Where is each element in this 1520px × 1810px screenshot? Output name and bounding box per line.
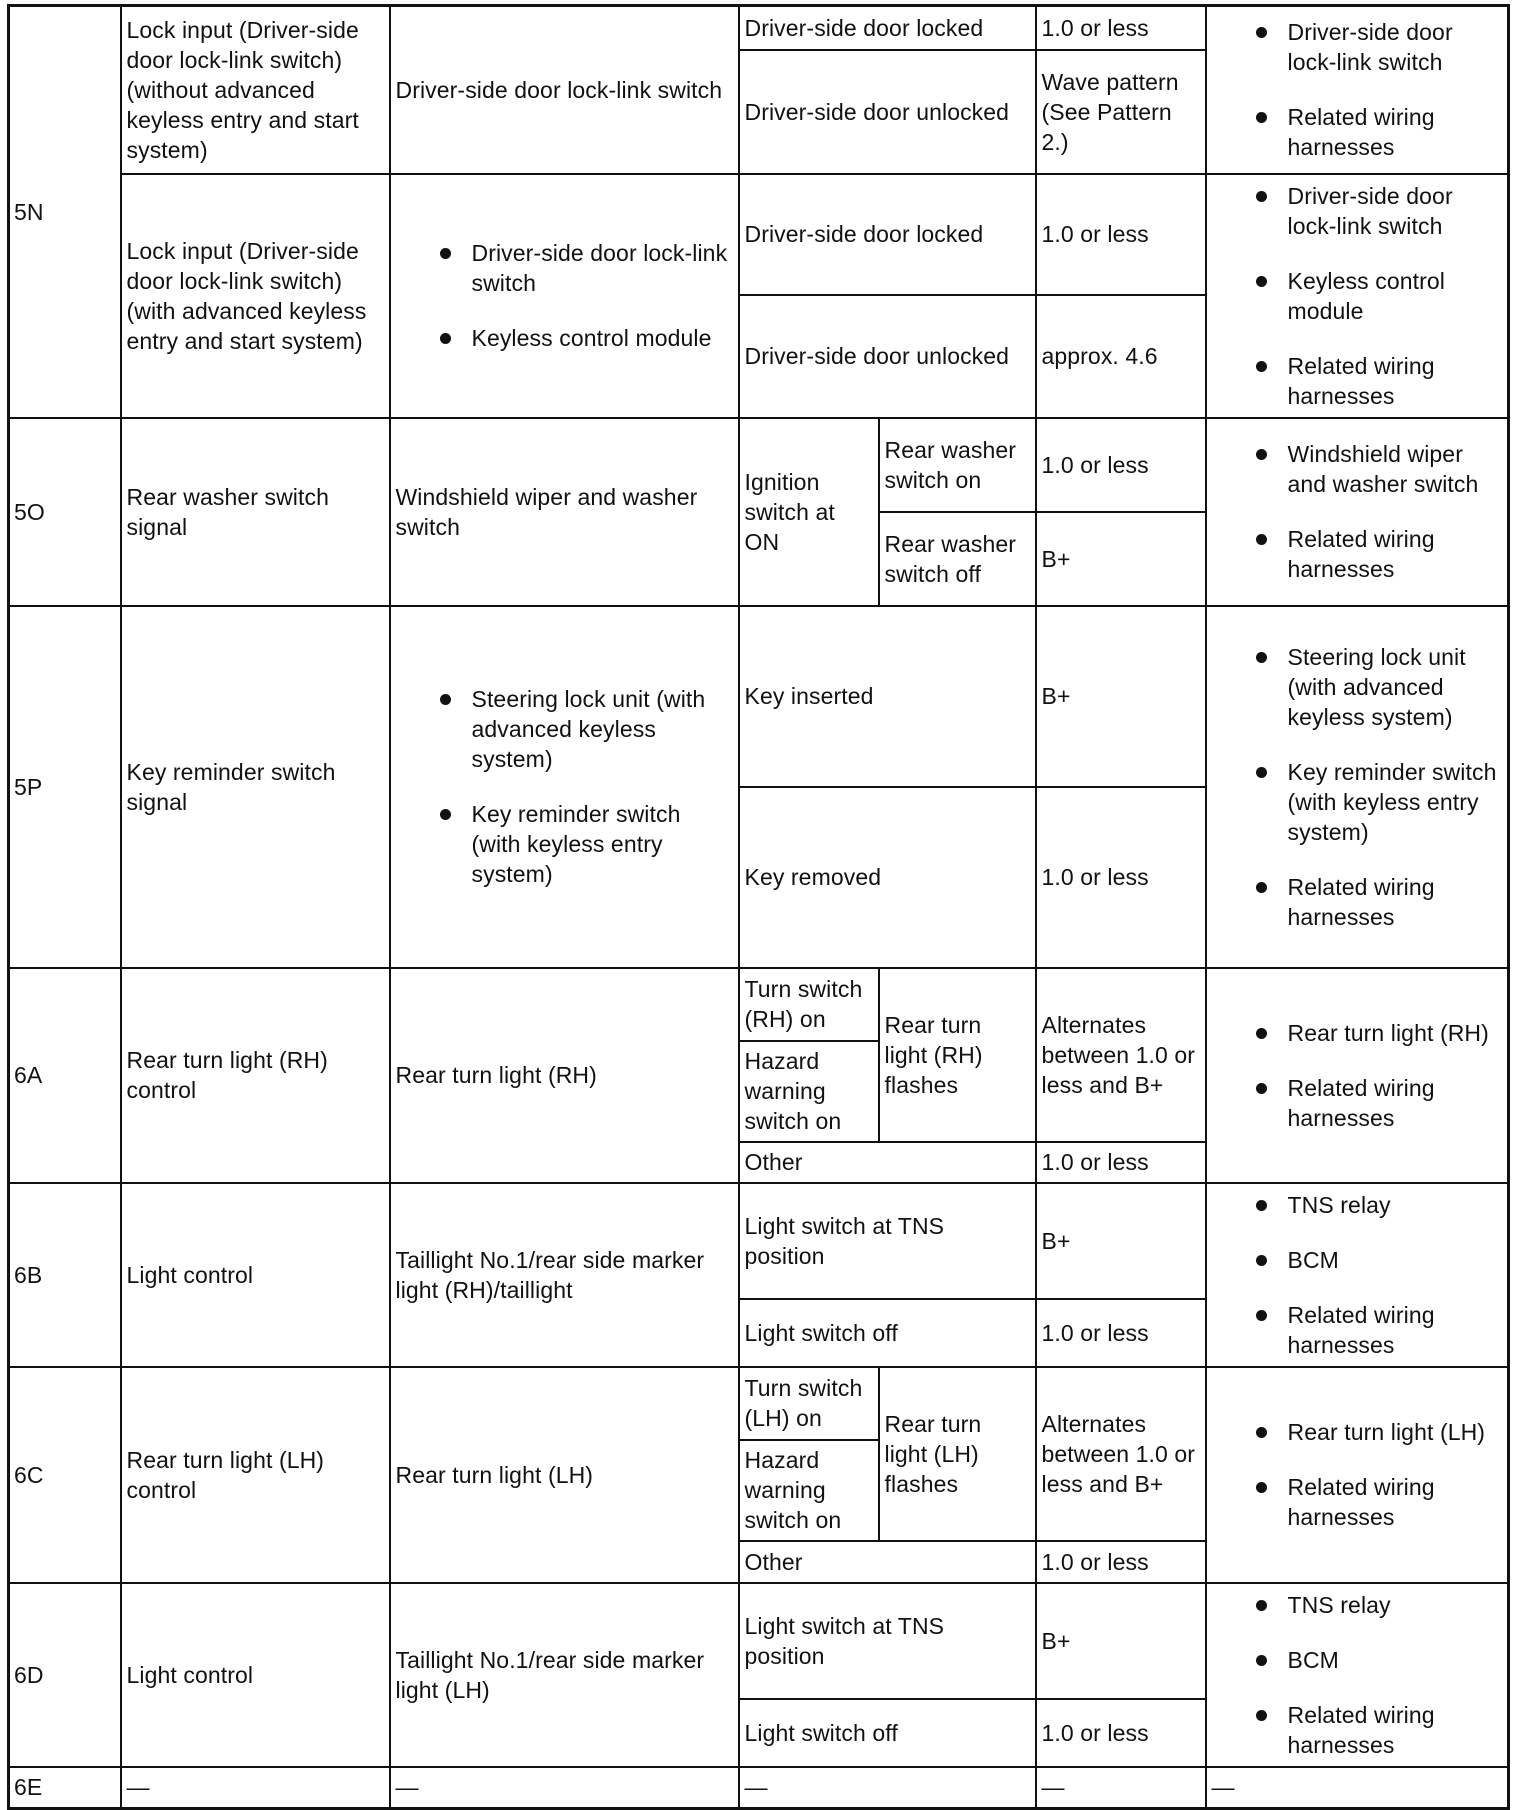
terminal-cell: 5O (9, 418, 121, 606)
list-item: BCM (1212, 1645, 1503, 1675)
possible-cause-cell (1206, 606, 1509, 968)
condition-cell: Other (739, 1541, 1036, 1583)
table-row (9, 1183, 1509, 1300)
signal-cell: Light control (121, 1583, 390, 1767)
condition-cell: Hazard warning switch on (739, 1041, 879, 1142)
condition-cell: Light switch at TNS position (739, 1583, 1036, 1700)
value-cell: 1.0 or less (1036, 418, 1206, 512)
table-row (9, 1767, 1509, 1809)
list-item: Key reminder switch (with keyless entry system) (1212, 757, 1503, 847)
terminal-cell: 6E (9, 1767, 121, 1809)
condition-cell: Turn switch (LH) on (739, 1367, 879, 1440)
condition-cell: Other (739, 1142, 1036, 1183)
list-item: Keyless control module (396, 323, 733, 353)
table-row (9, 6, 1509, 50)
list-item: Related wiring harnesses (1212, 102, 1503, 162)
condition-cell: Turn switch (RH) on (739, 968, 879, 1041)
list-item: Driver-side door lock-link switch (1212, 181, 1503, 241)
signal-cell: Rear turn light (RH) control (121, 968, 390, 1183)
possible-cause-cell (1206, 174, 1509, 418)
condition-cell: Rear turn light (LH) flashes (879, 1367, 1036, 1541)
condition-cell: Key removed (739, 787, 1036, 968)
connected-to-cell: Windshield wiper and washer switch (390, 418, 739, 606)
condition-cell: Hazard warning switch on (739, 1440, 879, 1541)
list-item: Keyless control module (1212, 266, 1503, 326)
possible-cause-cell (1206, 418, 1509, 606)
terminal-voltage-table (7, 4, 1510, 1810)
list-item: Related wiring harnesses (1212, 1073, 1503, 1133)
terminal-cell: 6A (9, 968, 121, 1183)
list-item: Driver-side door lock-link switch (1212, 17, 1503, 77)
condition-cell: Light switch off (739, 1699, 1036, 1766)
value-cell: approx. 4.6 (1036, 295, 1206, 418)
list-item: Rear turn light (RH) (1212, 1018, 1503, 1048)
terminal-cell: 6B (9, 1183, 121, 1367)
connected-to-cell (390, 174, 739, 418)
value-cell: 1.0 or less (1036, 1299, 1206, 1366)
signal-cell: — (121, 1767, 390, 1809)
table-row (9, 968, 1509, 1041)
connected-to-cell: — (390, 1767, 739, 1809)
condition-cell: Rear washer switch off (879, 512, 1036, 606)
connected-to-cell: Taillight No.1/rear side marker light (LH) (390, 1583, 739, 1767)
connected-to-cell: Rear turn light (RH) (390, 968, 739, 1183)
table-row (9, 1367, 1509, 1440)
list-item: Steering lock unit (with advanced keyless system) (1212, 642, 1503, 732)
value-cell: 1.0 or less (1036, 1142, 1206, 1183)
table-row (9, 1583, 1509, 1700)
signal-cell: Rear turn light (LH) control (121, 1367, 390, 1583)
list-item: TNS relay (1212, 1190, 1503, 1220)
terminal-table (7, 4, 1510, 1810)
value-cell: 1.0 or less (1036, 1699, 1206, 1766)
possible-cause-cell (1206, 6, 1509, 174)
list-item: Driver-side door lock-link switch (396, 238, 733, 298)
value-cell: B+ (1036, 1583, 1206, 1700)
value-cell: Alternates between 1.0 or less and B+ (1036, 968, 1206, 1142)
connected-to-cell: Driver-side door lock-link switch (390, 6, 739, 174)
terminal-cell: 6D (9, 1583, 121, 1767)
value-cell: Wave pattern (See Pattern 2.) (1036, 50, 1206, 174)
condition-cell: Light switch off (739, 1299, 1036, 1366)
connected-to-cell (390, 606, 739, 968)
possible-cause-cell (1206, 1367, 1509, 1583)
signal-cell: Lock input (Driver-side door lock-link switch) (without advanced keyless entry and start system) (121, 6, 390, 174)
list-item: Rear turn light (LH) (1212, 1417, 1503, 1447)
condition-cell: Key inserted (739, 606, 1036, 787)
possible-cause-cell: — (1206, 1767, 1509, 1809)
condition-cell: — (739, 1767, 1036, 1809)
terminal-cell: 6C (9, 1367, 121, 1583)
condition-cell: Driver-side door unlocked (739, 50, 1036, 174)
list-item: Steering lock unit (with advanced keyless system) (396, 684, 733, 774)
table-row (9, 606, 1509, 787)
table-row (9, 174, 1509, 295)
terminal-cell: 5N (9, 6, 121, 418)
value-cell: Alternates between 1.0 or less and B+ (1036, 1367, 1206, 1541)
list-item: Related wiring harnesses (1212, 872, 1503, 932)
list-item: Related wiring harnesses (1212, 1472, 1503, 1532)
list-item: TNS relay (1212, 1590, 1503, 1620)
signal-cell: Rear washer switch signal (121, 418, 390, 606)
condition-cell: Ignition switch at ON (739, 418, 879, 606)
value-cell: 1.0 or less (1036, 6, 1206, 50)
condition-cell: Driver-side door locked (739, 6, 1036, 50)
list-item: Related wiring harnesses (1212, 1700, 1503, 1760)
connected-to-cell: Rear turn light (LH) (390, 1367, 739, 1583)
value-cell: B+ (1036, 1183, 1206, 1300)
possible-cause-cell (1206, 1583, 1509, 1767)
value-cell: 1.0 or less (1036, 787, 1206, 968)
value-cell: B+ (1036, 606, 1206, 787)
condition-cell: Driver-side door locked (739, 174, 1036, 295)
signal-cell: Light control (121, 1183, 390, 1367)
list-item: Key reminder switch (with keyless entry system) (396, 799, 733, 889)
value-cell: B+ (1036, 512, 1206, 606)
list-item: Windshield wiper and washer switch (1212, 439, 1503, 499)
signal-cell: Key reminder switch signal (121, 606, 390, 968)
list-item: Related wiring harnesses (1212, 1300, 1503, 1360)
value-cell: 1.0 or less (1036, 1541, 1206, 1583)
possible-cause-cell (1206, 968, 1509, 1183)
connected-to-cell: Taillight No.1/rear side marker light (RH)/taillight (390, 1183, 739, 1367)
list-item: Related wiring harnesses (1212, 351, 1503, 411)
signal-cell: Lock input (Driver-side door lock-link switch) (with advanced keyless entry and start system) (121, 174, 390, 418)
condition-cell: Rear turn light (RH) flashes (879, 968, 1036, 1142)
table-row (9, 418, 1509, 512)
possible-cause-cell (1206, 1183, 1509, 1367)
terminal-cell: 5P (9, 606, 121, 968)
value-cell: — (1036, 1767, 1206, 1809)
list-item: Related wiring harnesses (1212, 524, 1503, 584)
condition-cell: Driver-side door unlocked (739, 295, 1036, 418)
condition-cell: Rear washer switch on (879, 418, 1036, 512)
list-item: BCM (1212, 1245, 1503, 1275)
value-cell: 1.0 or less (1036, 174, 1206, 295)
condition-cell: Light switch at TNS position (739, 1183, 1036, 1300)
